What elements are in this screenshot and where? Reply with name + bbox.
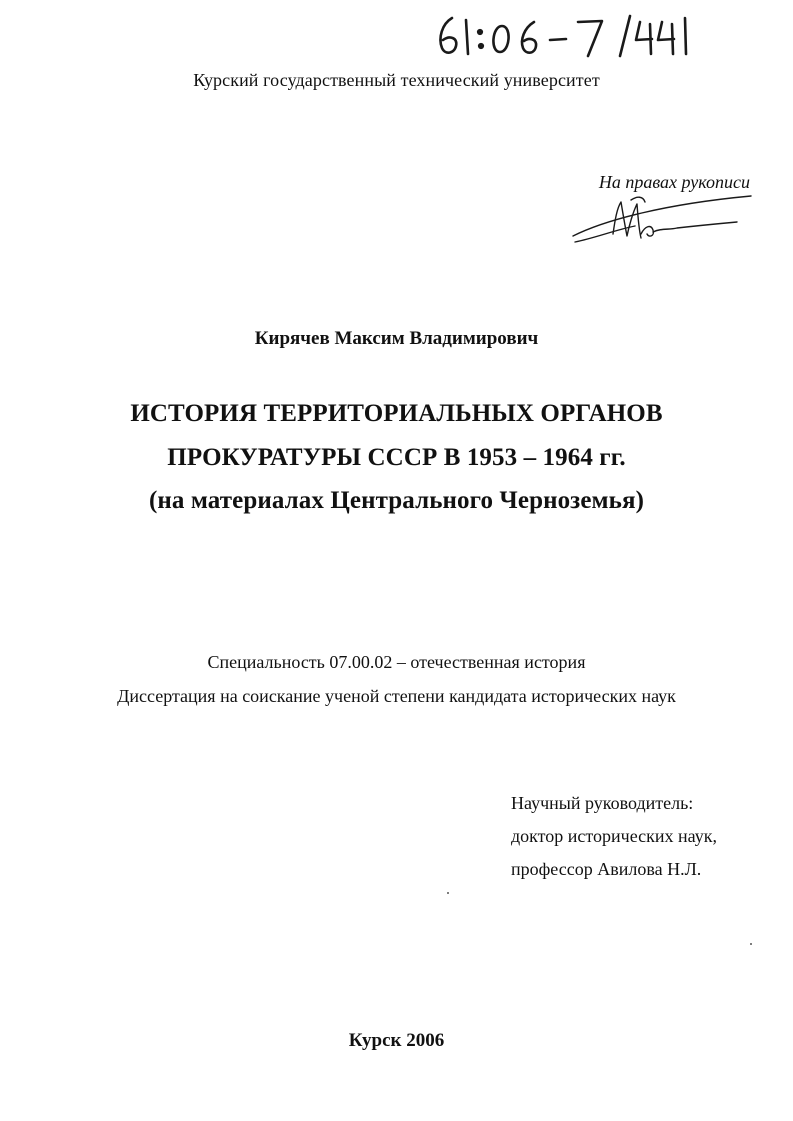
author-name: Кирячев Максим Владимирович: [254, 328, 539, 349]
advisor-degree: доктор исторических наук,: [511, 826, 717, 846]
manuscript-note: На правах рукописи: [598, 172, 750, 192]
title-line-2: ПРОКУРАТУРЫ СССР В 1953 – 1964 гг.: [167, 444, 626, 471]
scan-speck: [750, 943, 752, 945]
place-and-year: Курск 2006: [348, 1030, 445, 1051]
dissertation-degree: Диссертация на соискание ученой степени кандидата исторических наук: [117, 686, 676, 706]
university-name: Курский государственный технический университет: [193, 70, 600, 90]
advisor-name: профессор Авилова Н.Л.: [511, 859, 702, 879]
title-line-3: (на материалах Центрального Черноземья): [148, 487, 645, 514]
advisor-label: Научный руководитель:: [511, 793, 694, 813]
specialty: Специальность 07.00.02 – отечественная история: [207, 652, 586, 672]
title-line-1: ИСТОРИЯ ТЕРРИТОРИАЛЬНЫХ ОРГАНОВ: [130, 400, 663, 427]
signature: [565, 190, 755, 250]
handwritten-archive-code: [430, 8, 690, 63]
scan-speck: [447, 892, 449, 894]
